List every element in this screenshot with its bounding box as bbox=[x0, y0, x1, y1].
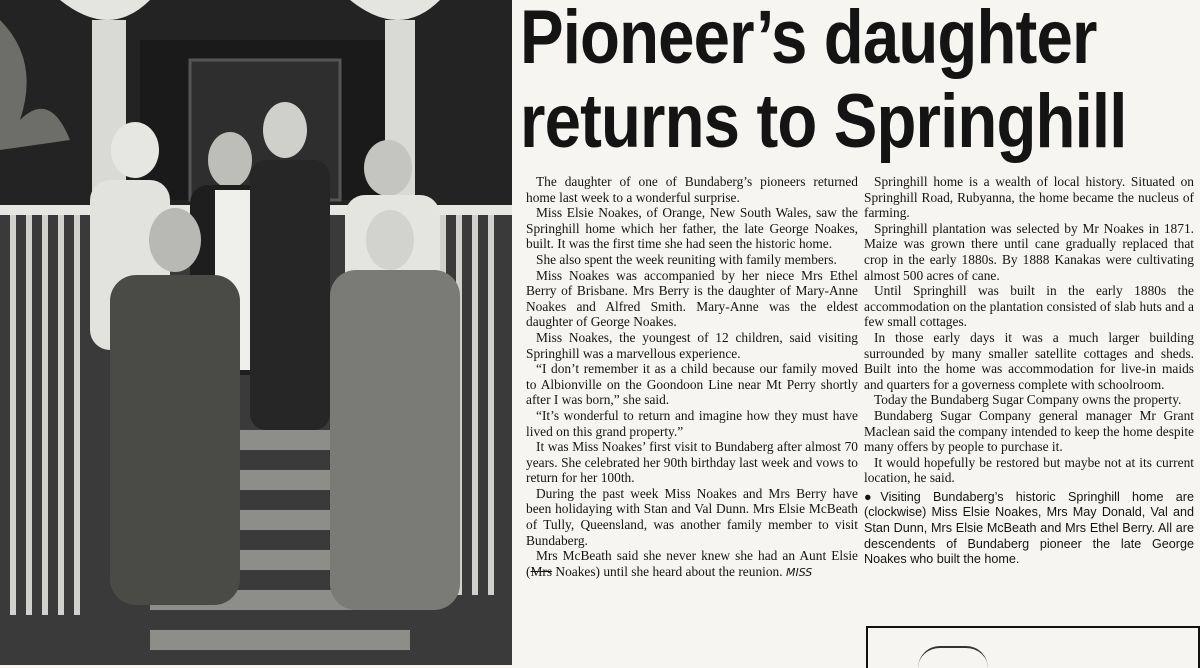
paragraph: Miss Noakes, the youngest of 12 children, said visiting Springhill was a marvellous experience. bbox=[526, 329, 858, 361]
article-column-1 bbox=[526, 174, 858, 580]
text-before: Mrs McBeath said she never knew she had an Aunt Elsie ( bbox=[526, 548, 858, 579]
next-article-box bbox=[866, 626, 1200, 668]
paragraph: During the past week Miss Noakes and Mrs Berry have been holidaying with Stan and Val Dunn. Mrs Elsie McBeath of Tully, Queensland, was another family member to visit Bundaberg. bbox=[526, 485, 858, 548]
caption-text: Visiting Bundaberg’s historic Springhill home are (clockwise) Miss Elsie Noakes, Mrs May Donald, Val and Stan Dunn, Mrs Elsie McBeath and Mrs Ethel Berry. All are descendents of Bundaberg pioneer the late George Noakes who built the home. bbox=[864, 489, 1194, 567]
text-after: Noakes) until she heard about the reunion. bbox=[552, 563, 783, 579]
paragraph: It would hopefully be restored but maybe not at its current location, he said. bbox=[864, 454, 1194, 486]
paragraph: Miss Noakes was accompanied by her niece Mrs Ethel Berry of Brisbane. Mrs Berry is the daughter of Mary-Anne Noakes and Alfred Smith. Mary-Anne was the eldest daughter of George Noakes. bbox=[526, 267, 858, 330]
photo-caption bbox=[864, 490, 1194, 568]
newspaper-photo bbox=[0, 0, 512, 665]
paragraph: Miss Elsie Noakes, of Orange, New South Wales, saw the Springhill home which her father, the late George Noakes, built. It was the first time she had seen the historic home. bbox=[526, 205, 858, 252]
paragraph: “It’s wonderful to return and imagine how they must have lived on this grand property.” bbox=[526, 407, 858, 439]
bullet-icon: ● bbox=[864, 489, 881, 504]
paragraph: Springhill home is a wealth of local history. Situated on Springhill Road, Rubyanna, the home became the nucleus of farming. bbox=[864, 174, 1194, 221]
article-column-2 bbox=[864, 174, 1194, 568]
paragraph: Springhill plantation was selected by Mr Noakes in 1871. Maize was grown there until cane gradually replaced that crop in the early 1880s. By 1888 Kanakas were cultivating almost 500 acres of cane. bbox=[864, 220, 1194, 283]
paragraph: Today the Bundaberg Sugar Company owns the property. bbox=[874, 392, 1182, 408]
paragraph: Until Springhill was built in the early 1880s the accommodation on the plantation consisted of slab huts and a few small cottages. bbox=[864, 283, 1194, 330]
paragraph: She also spent the week reuniting with family members. bbox=[536, 251, 837, 267]
paragraph: “I don’t remember it as a child because our family moved to Albionville on the Goondoon Line near Mt Perry shortly after I was born,” she said. bbox=[526, 361, 858, 408]
headline-line-2: returns to Springhill bbox=[520, 79, 1127, 164]
paragraph: It was Miss Noakes’ first visit to Bundaberg after almost 70 years. She celebrated her 90th birthday last week and vows to return for her 100th. bbox=[526, 439, 858, 486]
paragraph: The daughter of one of Bundaberg’s pioneers returned home last week to a wonderful surprise. bbox=[526, 174, 858, 205]
handwritten-correction: MISS bbox=[785, 565, 813, 579]
struck-text: Mrs bbox=[530, 563, 553, 579]
paragraph-last bbox=[526, 548, 858, 580]
headline-line-1: Pioneer’s daughter bbox=[520, 0, 1097, 80]
paragraph: In those early days it was a much larger building surrounded by many smaller satellite cottages and sheds. Built into the home was accommodation for live-in maids and quarters for a governess complete with schoolroom. bbox=[864, 329, 1194, 392]
headline bbox=[520, 0, 1127, 164]
paragraph: Bundaberg Sugar Company general manager Mr Grant Maclean said the company intended to keep the home despite many offers by people to purchase it. bbox=[864, 407, 1194, 455]
